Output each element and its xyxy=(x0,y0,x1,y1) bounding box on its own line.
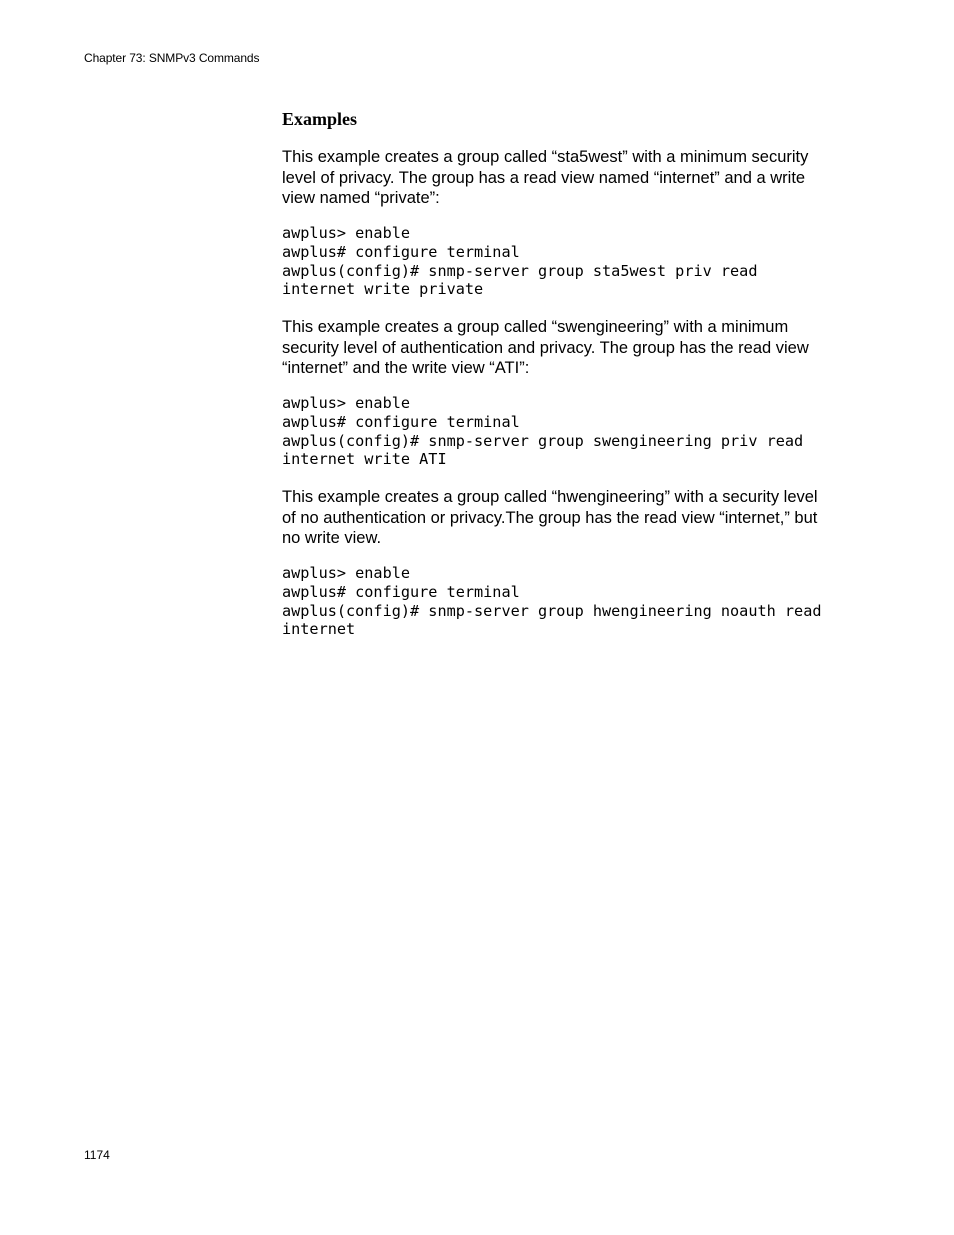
section-heading: Examples xyxy=(282,109,358,129)
example-1-description xyxy=(282,147,852,209)
code-line: awplus> enable xyxy=(282,224,411,242)
description-line: view named “private”: xyxy=(282,189,440,207)
code-line: internet write ATI xyxy=(282,450,447,469)
description-line: This example creates a group called “sta5west” with a minimum security xyxy=(282,148,809,166)
code-line: awplus# configure terminal xyxy=(282,242,520,261)
page-number: 1174 xyxy=(84,1148,110,1162)
description-line: “internet” and the write view “ATI”: xyxy=(282,359,530,377)
code-line: internet write private xyxy=(282,280,484,299)
description-line: security level of authentication and privacy. The group has the read view xyxy=(282,338,809,357)
description-line: level of privacy. The group has a read view named “internet” and a write xyxy=(282,168,806,187)
code-line: awplus# configure terminal xyxy=(282,412,520,431)
chapter-header: Chapter 73: SNMPv3 Commands xyxy=(84,51,260,65)
example-2-code-block xyxy=(282,394,803,469)
code-line: awplus# configure terminal xyxy=(282,582,520,601)
code-line: awplus(config)# snmp-server group swengineering priv read xyxy=(282,431,804,450)
description-line: This example creates a group called “swengineering” with a minimum xyxy=(282,318,789,336)
code-line: awplus> enable xyxy=(282,564,411,582)
code-line: awplus> enable xyxy=(282,394,411,412)
example-3-code-block xyxy=(282,564,821,639)
example-2-description xyxy=(282,317,852,379)
code-line: internet xyxy=(282,620,356,639)
example-3-description xyxy=(282,487,852,549)
description-line: This example creates a group called “hwengineering” with a security level xyxy=(282,488,818,506)
code-line: awplus(config)# snmp-server group hwengineering noauth read xyxy=(282,601,822,620)
description-line: of no authentication or privacy.The group has the read view “internet,” but xyxy=(282,508,818,527)
code-line: awplus(config)# snmp-server group sta5west priv read xyxy=(282,261,758,280)
description-line: no write view. xyxy=(282,529,382,547)
example-1-code-block xyxy=(282,224,757,299)
